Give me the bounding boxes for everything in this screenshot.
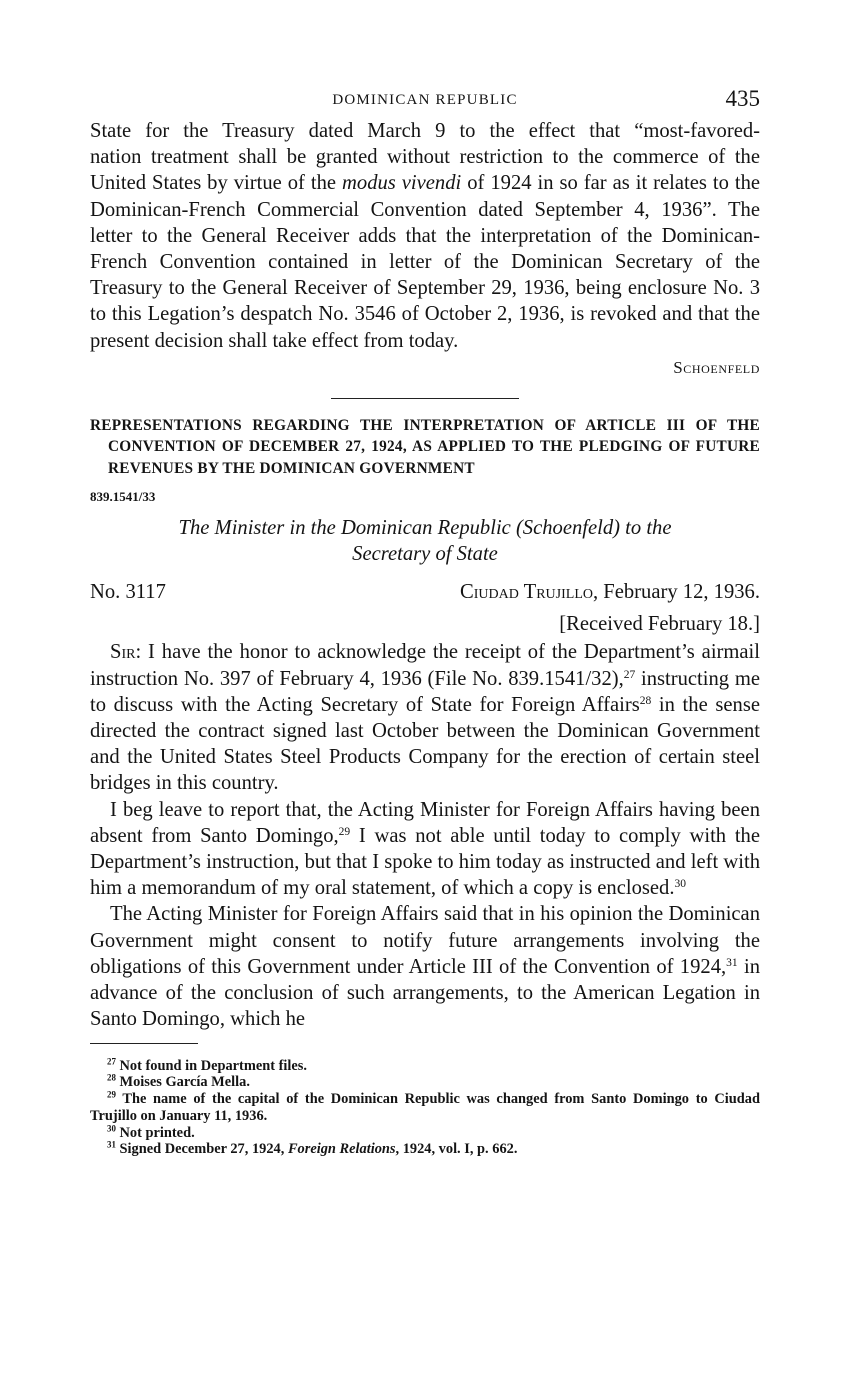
footnote-30 — [90, 1125, 760, 1142]
continued-paragraph-line-1: State for the Treasury dated March 9 to the effect that “most-favored- — [90, 120, 760, 142]
footnote-28 — [90, 1074, 760, 1091]
letter-p1-text-a: : I have the honor to acknowledge the receipt of the Department’s airmail instruction No. 397 of February 4, 1936 (File No. 839.1541/32), — [90, 641, 760, 690]
page-number: 435 — [725, 86, 760, 111]
letter-paragraph-3 — [90, 901, 760, 1032]
document-title-line-1: The Minister in the Dominican Republic (Schoenfeld) to the — [178, 517, 672, 540]
letter-paragraph-1 — [90, 639, 760, 796]
document-page — [90, 86, 760, 1158]
footnote-text: Moises García Mella. — [119, 1074, 250, 1091]
letter-p3-text-b: in advance of the conclusion of such arrangements, to the American Legation in Santo Domingo, which he — [90, 955, 760, 1031]
received-date: [Received February 18.] — [559, 613, 760, 636]
continued-paragraph — [90, 118, 760, 354]
footnote-ref-31: 31 — [726, 956, 738, 969]
footnote-29 — [90, 1091, 760, 1125]
letter-p1-text-b: instructing me to discuss with the Acting Secretary of State for Foreign Affairs — [90, 667, 760, 716]
footnote-marker: 28 — [107, 1072, 116, 1083]
footnote-marker: 31 — [107, 1139, 116, 1150]
footnote-marker: 30 — [107, 1123, 116, 1134]
continued-text-b: of 1924 in so far as it relates to the Dominican-French Commercial Convention dated September 4, 1936”. The letter to the General Receiver adds that the interpretation of the Dominican-French Convention contained in letter of the Dominican Secretary of the Treasury to the General Receiver of September 29, 1936, being enclosure No. 3 to this Legation’s despatch No. 3546 of October 2, 1936, is revoked and that the present decision shall take effect from today. — [90, 172, 761, 352]
section-heading: REPRESENTATIONS REGARDING THE INTERPRETATION OF ARTICLE III OF THE CONVENTION OF DECEMBER 27, 1924, AS APPLIED TO THE PLEDGING OF FUTURE REVENUES BY THE DOMINICAN GOVERNMENT — [90, 416, 760, 477]
letter-p2-text-a: I beg leave to report that, the Acting Minister for Foreign Affairs having been absent from Santo Domingo, — [90, 798, 760, 847]
signature-schoenfeld: Schoenfeld — [673, 357, 760, 377]
dateline — [90, 581, 760, 609]
continued-text-a: nation treatment shall be granted without restriction to the commerce of the United States by virtue of the — [90, 146, 760, 195]
continued-paragraph-text — [90, 144, 760, 354]
footnote-divider — [90, 1043, 198, 1044]
letter-p3-text-a: The Acting Minister for Foreign Affairs said that in his opinion the Dominican Government might consent to notify future arrangements involving the obligations of this Government under Article III of the Convention of 1924, — [90, 903, 760, 978]
letter-p2-text-b: I was not able until today to comply with the Department’s instruction, but that I spoke to him today as instructed and left with him a memorandum of my oral statement, of which a copy is enclosed. — [90, 824, 760, 900]
footnote-text-a: Signed December 27, 1924, — [119, 1141, 288, 1158]
salutation: Sir — [110, 641, 136, 664]
footnote-text: Not found in Department files. — [119, 1057, 307, 1074]
despatch-number: No. 3117 — [90, 581, 166, 604]
footnote-27 — [90, 1055, 760, 1075]
running-head — [90, 86, 760, 118]
letter-p1-text-c: in the sense directed the contract signed last October between the Dominican Government and the United States Steel Products Company for the erection of certain steel bridges in this country. — [90, 693, 760, 795]
footnote-text: Not printed. — [119, 1124, 195, 1141]
footnote-ref-30: 30 — [674, 878, 686, 891]
footnote-marker: 29 — [107, 1089, 116, 1100]
footnote-ref-28: 28 — [639, 694, 652, 707]
place-name: Ciudad Trujillo — [460, 581, 593, 604]
footnotes — [90, 1055, 760, 1159]
running-title: DOMINICAN REPUBLIC — [332, 92, 518, 108]
document-title-line-2: Secretary of State — [352, 543, 498, 566]
section-divider — [331, 398, 519, 399]
footnote-31 — [90, 1141, 760, 1158]
letter-paragraph-2 — [90, 797, 760, 902]
document-title — [90, 515, 760, 567]
place-and-date — [460, 581, 760, 604]
footnote-ref-27: 27 — [623, 668, 636, 681]
file-reference: 839.1541/33 — [90, 489, 156, 505]
footnote-ref-29: 29 — [338, 825, 351, 838]
footnote-text-b: , 1924, vol. I, p. 662. — [395, 1141, 518, 1158]
footnote-marker: 27 — [107, 1055, 116, 1066]
foreign-relations-italic: Foreign Relations — [287, 1141, 396, 1158]
letter-date: , February 12, 1936. — [592, 581, 760, 604]
footnote-text: The name of the capital of the Dominican Republic was changed from Santo Domingo to Ciudad Trujillo on January 11, 1936. — [90, 1091, 760, 1124]
modus-vivendi-italic: modus vivendi — [342, 172, 462, 195]
